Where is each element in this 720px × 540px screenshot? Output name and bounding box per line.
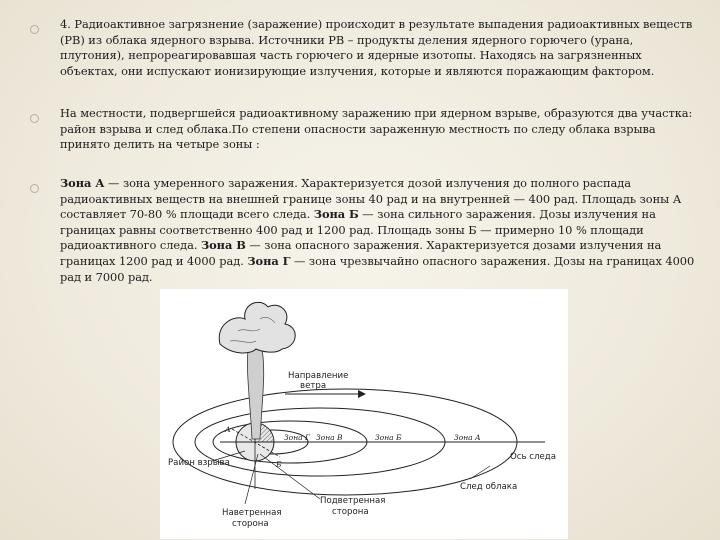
contamination-zones-figure	[160, 289, 568, 539]
cloud-head	[219, 302, 295, 353]
bullet-circle-icon	[30, 114, 39, 123]
windward-side-label-1: Наветренная	[222, 508, 282, 518]
bullet-circle-icon	[30, 184, 39, 193]
zones-diagram	[160, 289, 568, 539]
bullet-circle-icon	[30, 25, 39, 34]
windward-side-label-2: сторона	[232, 519, 269, 529]
zone-b-text: — зона сильного заражения. Дозы излучения на границах равны соответственно 400 рад и 1200 рад. Площадь зоны Б — примерно 10 % площади радиоактивного следа.	[60, 207, 656, 253]
zone-a-text: — зона умеренного заражения. Характеризуется дозой излучения до полного распада радиоактивных веществ на внешней границе зоны 40 рад и на внутренней — 400 рад. Площадь зоны А составляет 70-80 % площади всего следа.	[60, 176, 682, 222]
paragraph-zones	[60, 176, 700, 285]
zone-v-label: Зона В	[316, 433, 343, 442]
trace-axis-label: Ось следа	[510, 452, 556, 462]
paragraph-radioactive-contamination: 4. Радиоактивное загрязнение (заражение) происходит в результате выпадения радиоактивных веществ (РВ) из облака ядерного взрыва. Источники РВ – продукты деления ядерного горючего (урана, плутония), непрореагировавшая часть горючего и ядерные изотопы. Находясь на загрязненных объектах, они испускают ионизирующие излучения, которые и являются поражающим фактором.	[60, 17, 693, 78]
wind-direction-label-1: Направление	[288, 371, 349, 381]
zone-v-text: — зона опасного заражения. Характеризуется дозами излучения на границах 1200 рад и 4000 рад.	[60, 238, 662, 268]
explosion-area-label: Район взрыва	[168, 458, 230, 468]
zone-g-label: Зона Г	[284, 433, 310, 442]
wind-arrow-head	[358, 390, 366, 398]
zone-v-title: Зона В	[200, 238, 246, 253]
cloud-trace-label: След облака	[460, 482, 518, 492]
pointer-windward	[245, 454, 258, 504]
zone-b-label: Зона Б	[375, 433, 402, 442]
zone-g-title: Зона Г	[247, 253, 291, 268]
pointer-cloud-trace	[470, 466, 490, 479]
paragraph-contaminated-area: На местности, подвергшейся радиоактивному заражению при ядерном взрыве, образуются два участка: район взрыва и след облака.По степени опасности зараженную местность по следу облака взрыва принято делить на четыре зоны :	[60, 106, 693, 152]
zone-g-text: — зона чрезвычайно опасного заражения. Дозы на границах 4000 рад и 7000 рад.	[60, 253, 695, 284]
zone-a-label: Зона А	[454, 433, 481, 442]
leeward-side-label-1: Подветренная	[320, 496, 386, 506]
wind-direction-label-2: ветра	[300, 381, 327, 391]
leeward-side-label-2: сторона	[332, 507, 369, 517]
letter-b-label: Б	[276, 460, 282, 469]
zone-a-title: Зона А	[60, 176, 105, 190]
letter-a-label: А	[225, 425, 231, 434]
zone-b-title: Зона Б	[313, 207, 359, 222]
